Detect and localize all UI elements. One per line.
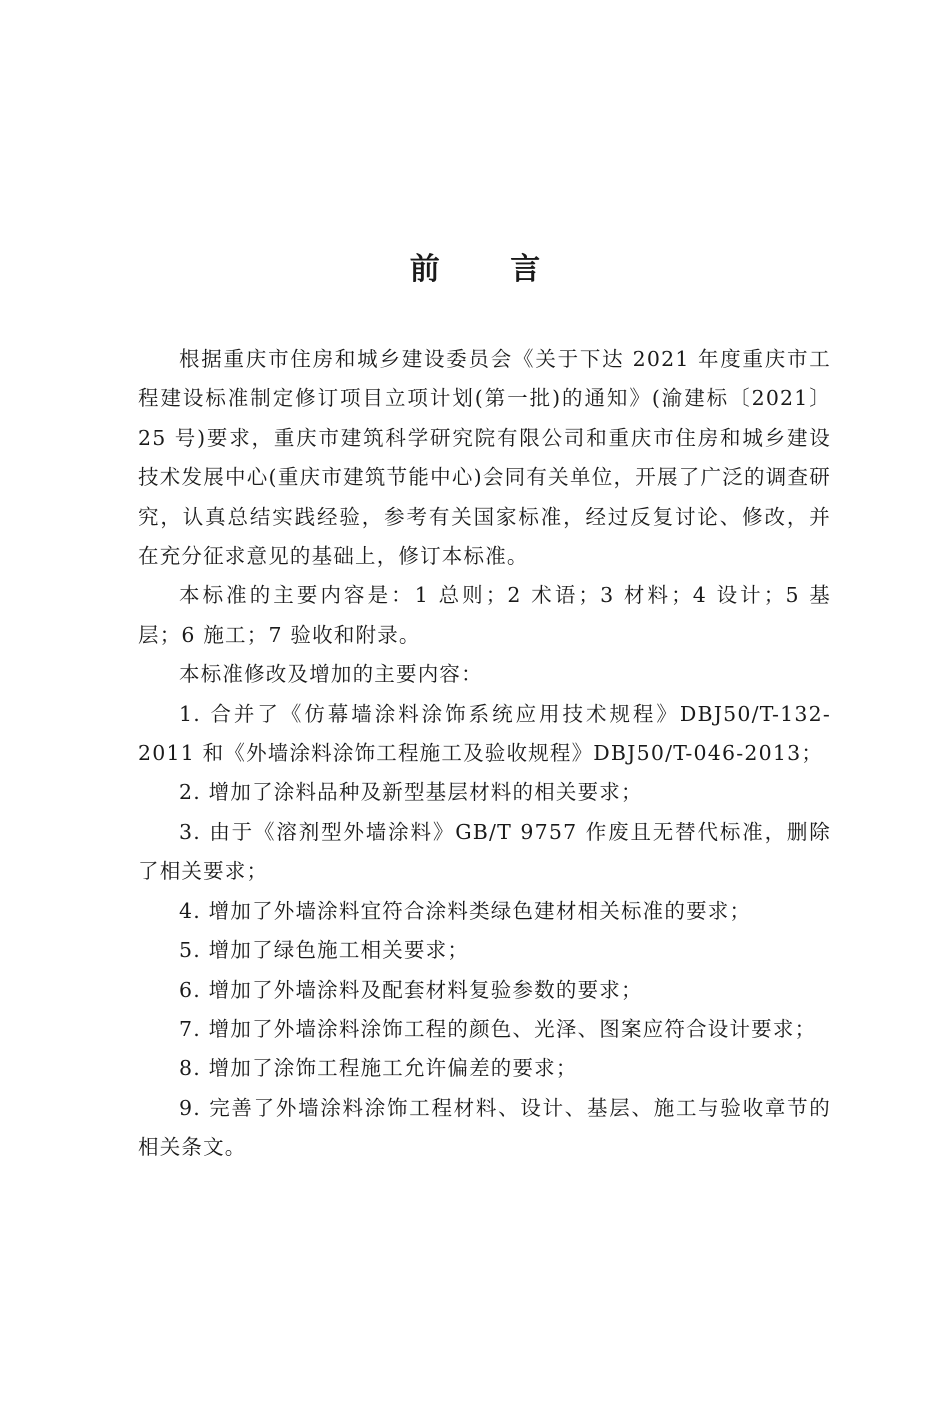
paragraph-basis: 根据重庆市住房和城乡建设委员会《关于下达 2021 年度重庆市工程建设标准制定修订项目立项计划(第一批)的通知》(渝建标〔2021〕25 号)要求，重庆市建筑科学研究院有限公司和重庆市住房和城乡建设技术发展中心(重庆市建筑节能中心)会同有关单位，开展了广泛的调查研究，认真总结实践经验，参考有关国家标准，经过反复讨论、修改，并在充分征求意见的基础上，修订本标准。 — [138, 347, 831, 569]
list-item-change-8: 8. 增加了涂饰工程施工允许偏差的要求； — [179, 1056, 578, 1081]
list-item-change-9: 9. 完善了外墙涂料涂饰工程材料、设计、基层、施工与验收章节的相关条文。 — [138, 1095, 831, 1160]
paragraph-main-content: 本标准的主要内容是：1 总则；2 术语；3 材料；4 设计；5 基层；6 施工；7 验收和附录。 — [138, 583, 831, 647]
list-item-change-2: 2. 增加了涂料品种及新型基层材料的相关要求； — [179, 780, 643, 805]
list-item-change-6: 6. 增加了外墙涂料及配套材料复验参数的要求； — [179, 977, 643, 1002]
list-item-change-5: 5. 增加了绿色施工相关要求； — [179, 938, 470, 963]
paragraph-changes-intro: 本标准修改及增加的主要内容： — [179, 662, 483, 687]
list-item-change-7: 7. 增加了外墙涂料涂饰工程的颜色、光泽、图案应符合设计要求； — [179, 1016, 817, 1041]
list-item-change-1: 1. 合并了《仿幕墙涂料涂饰系统应用技术规程》DBJ50/T-132-2011 和《外墙涂料涂饰工程施工及验收规程》DBJ50/T-046-2013； — [138, 701, 831, 766]
list-item-change-3: 3. 由于《溶剂型外墙涂料》GB/T 9757 作废且无替代标准，删除了相关要求； — [138, 819, 831, 884]
page-title: 前 言 — [409, 252, 571, 287]
list-item-change-4: 4. 增加了外墙涂料宜符合涂料类绿色建材相关标准的要求； — [179, 898, 752, 923]
preface-body — [138, 340, 831, 1168]
